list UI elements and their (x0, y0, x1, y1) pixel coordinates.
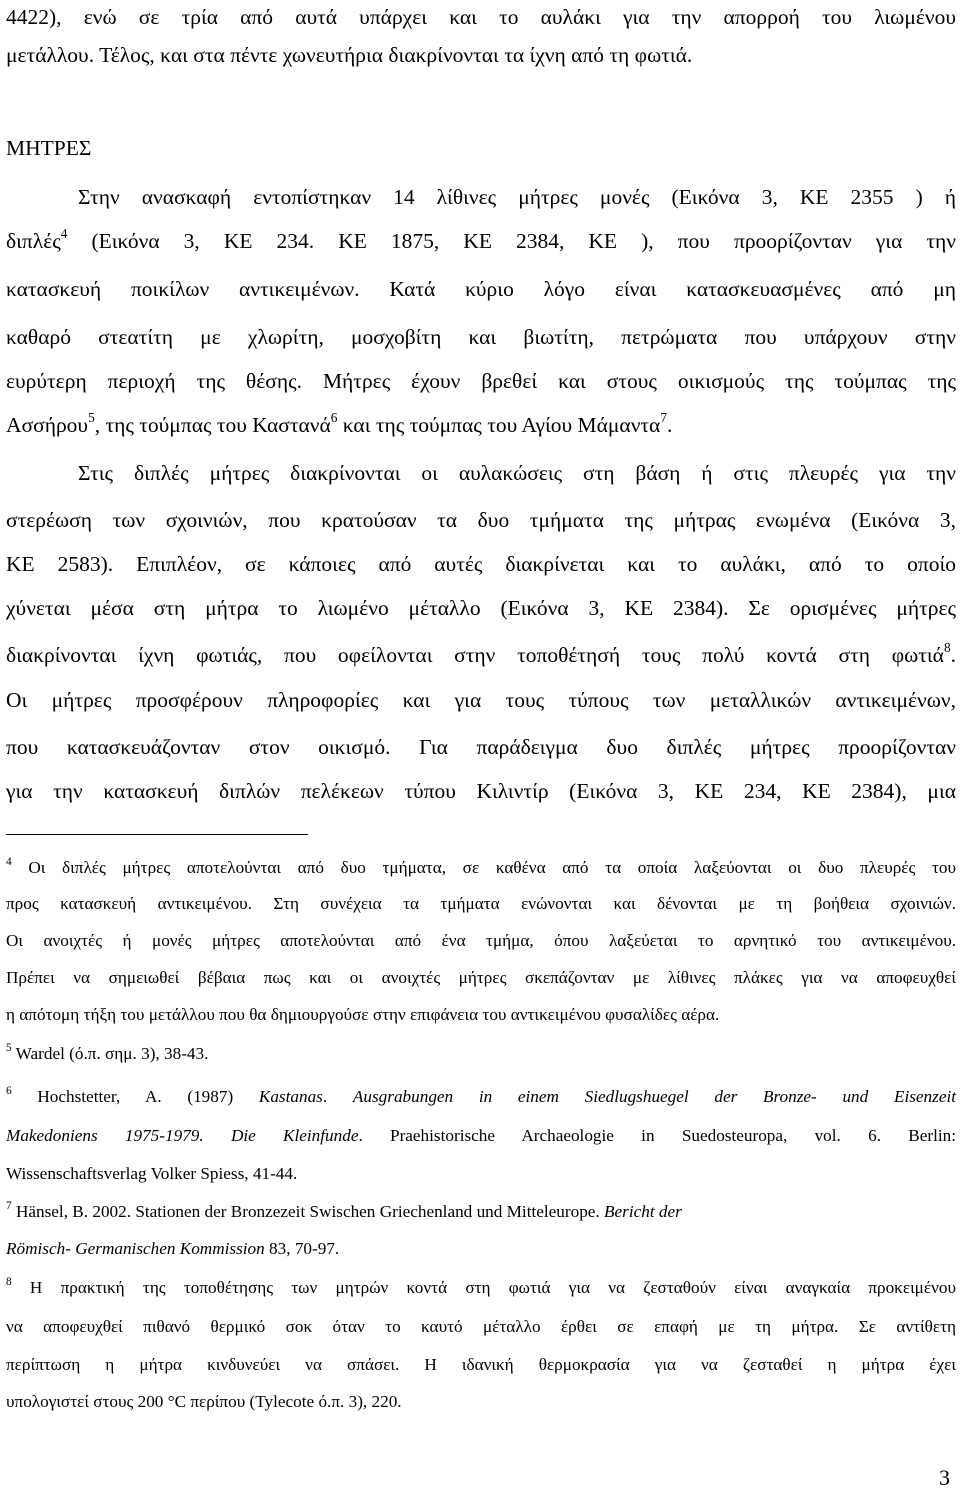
body-line: μετάλλου. Τέλος, και στα πέντε χωνευτήρια διακρίνονται τα ίχνη από τη φωτιά. (6, 43, 693, 67)
body-line: Οι μήτρες προσφέρουν πληροφορίες και για τους τύπους των μεταλλικών αντικειμένων, (6, 688, 956, 712)
footnote-5: $^5$ Wardel (ό.π. σημ. 3), 38-43. (6, 1041, 209, 1063)
footnote-line: Πρέπει να σημειωθεί βέβαια πως και οι ανοιχτές μήτρες σκεπάζονταν με λίθινες πλάκες για να αποφευχθεί (6, 968, 956, 987)
body-line: καθαρό στεατίτη με χλωρίτη, μοσχοβίτη και βιωτίτη, πετρώματα που υπάρχουν στην (6, 325, 956, 349)
footnote-ref-8[interactable]: 8 (943, 639, 951, 655)
footnote-ref-7[interactable]: 7 (660, 409, 667, 425)
body-line: που κατασκευάζονταν στον οικισμό. Για παράδειγμα δυο διπλές μήτρες προορίζονταν (6, 735, 956, 759)
footnote-ref-5[interactable]: 5 (88, 409, 95, 425)
body-line: για την κατασκευή διπλών πελέκεων τύπου Κιλιντίρ (Εικόνα 3, ΚΕ 234, ΚΕ 2384), μια (6, 779, 956, 803)
section-heading: ΜΗΤΡΕΣ (6, 136, 92, 160)
footnote-line: Makedoniens 1975-1979. Die Kleinfunde. Praehistorische Archaeologie in Suedosteuropa, vol. 6. Berlin: (6, 1126, 956, 1145)
footnote-4: $^4$ Οι διπλές μήτρες αποτελούνται από δυο τμήματα, σε καθένα από τα οποία λαξεύονται οι δυο πλευρές του (6, 855, 956, 877)
page-number: 3 (939, 1465, 950, 1490)
body-line: 4422), ενώ σε τρία από αυτά υπάρχει και το αυλάκι για την απορροή του λιωμένου (6, 5, 956, 29)
body-line: ευρύτερη περιοχή της θέσης. Μήτρες έχουν βρεθεί και στους οικισμούς της τούμπας της (6, 369, 956, 393)
footnote-ref-6[interactable]: 6 (330, 409, 338, 425)
footnote-line: να αποφευχθεί πιθανό θερμικό σοκ όταν το καυτό μέταλλο έρθει σε επαφή με τη μήτρα. Σε αντίθετη (6, 1317, 956, 1336)
footnote-8: $^8$ Η πρακτική της τοποθέτησης των μητρών κοντά στη φωτιά για να ζεσταθούν είναι αναγκαία προκειμένου (6, 1275, 956, 1297)
footnote-line: Römisch- Germanischen Kommission 83, 70-97. (6, 1239, 340, 1258)
body-line: χύνεται μέσα στη μήτρα το λιωμένο μέταλλο (Εικόνα 3, ΚΕ 2384). Σε ορισμένες μήτρες (6, 596, 956, 620)
footnote-separator (6, 834, 308, 835)
body-line: Στην ανασκαφή εντοπίστηκαν 14 λίθινες μήτρες μονές (Εικόνα 3, ΚΕ 2355 ) ή (78, 185, 956, 209)
footnote-line: Wissenschaftsverlag Volker Spiess, 41-44. (6, 1164, 298, 1183)
footnote-line: Οι ανοιχτές ή μονές μήτρες αποτελούνται από ένα τμήμα, όπου λαξεύεται το αρνητικό του αντικειμένου. (6, 931, 956, 950)
footnote-ref-4[interactable]: 4 (60, 225, 68, 241)
body-line: διακρίνονται ίχνη φωτιάς, που οφείλονται στην τοποθέτησή τους πολύ κοντά στη φωτιά$^8$. (6, 639, 956, 667)
body-line: Ασσήρου$^5$, της τούμπας του Καστανά$^6$ και της τούμπας του Αγίου Μάμαντα$^7$. (6, 409, 673, 437)
body-line: διπλές$^4$ (Εικόνα 3, ΚΕ 234. ΚΕ 1875, ΚΕ 2384, ΚΕ ), που προορίζονταν για την (6, 225, 956, 253)
body-line: ΚΕ 2583). Επιπλέον, σε κάποιες από αυτές διακρίνεται και το αυλάκι, από το οποίο (6, 552, 956, 576)
footnote-line: η απότομη τήξη του μετάλλου που θα δημιουργούσε στην επιφάνεια του αντικειμένου φυσαλίδες αέρα. (6, 1005, 720, 1024)
footnote-6: $^6$ Hochstetter, A. (1987) Kastanas. Ausgrabungen in einem Siedlugshuegel der Bronze- und Eisenzeit (6, 1084, 956, 1106)
footnote-7: $^7$ Hänsel, B. 2002. Stationen der Bronzezeit Swischen Griechenland und Mitteleurope. Bericht der (6, 1199, 682, 1221)
footnote-line: προς κατασκευή αντικειμένου. Στη συνέχεια τα τμήματα ενώνονται και δένονται με τη βοήθεια σχοινιών. (6, 894, 956, 913)
footnote-line: περίπτωση η μήτρα κινδυνεύει να σπάσει. Η ιδανική θερμοκρασία για να ζεσταθεί η μήτρα έχει (6, 1355, 956, 1374)
body-line: στερέωση των σχοινιών, που κρατούσαν τα δυο τμήματα της μήτρας ενωμένα (Εικόνα 3, (6, 508, 956, 532)
body-line: Στις διπλές μήτρες διακρίνονται οι αυλακώσεις στη βάση ή στις πλευρές για την (78, 461, 956, 485)
footnote-line: υπολογιστεί στους 200 °C περίπου (Tylecote ό.π. 3), 220. (6, 1392, 402, 1411)
body-line: κατασκευή ποικίλων αντικειμένων. Κατά κύριο λόγο είναι κατασκευασμένες από μη (6, 277, 956, 301)
